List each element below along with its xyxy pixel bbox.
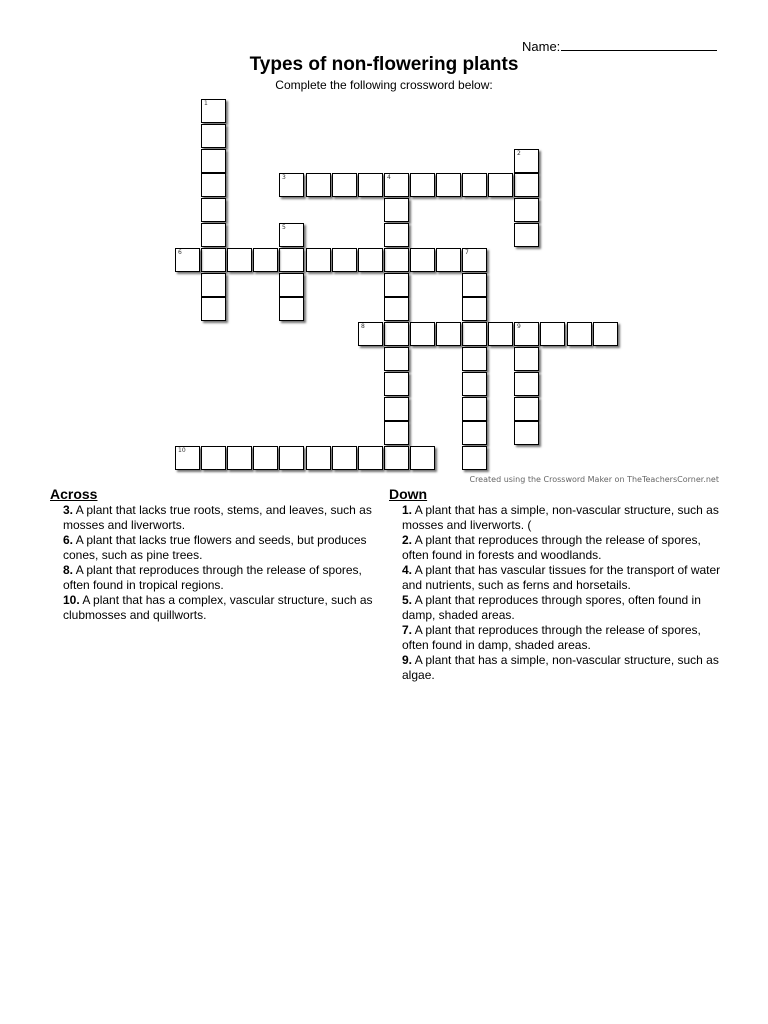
crossword-cell[interactable]: [410, 446, 435, 470]
crossword-cell[interactable]: [384, 297, 409, 321]
cell-number: 8: [361, 323, 365, 330]
crossword-cell[interactable]: [384, 372, 409, 396]
down-clue-9: [389, 653, 729, 683]
crossword-cell[interactable]: [227, 446, 252, 470]
clue-number: 6.: [63, 533, 74, 547]
down-clue-1: [389, 503, 729, 533]
crossword-cell[interactable]: [514, 223, 539, 247]
crossword-cell[interactable]: [332, 446, 357, 470]
crossword-cell[interactable]: [593, 322, 618, 346]
crossword-cell[interactable]: [462, 273, 487, 297]
clue-text: A plant that reproduces through the release of spores, often found in forests and woodlands.: [402, 533, 701, 562]
crossword-cell[interactable]: [410, 322, 435, 346]
clue-text: A plant that has vascular tissues for the transport of water and nutrients, such as ferns and horsetails.: [402, 563, 721, 592]
worksheet-subtitle: Complete the following crossword below:: [275, 78, 493, 92]
across-clue-10: [50, 593, 380, 623]
crossword-cell[interactable]: [436, 248, 461, 272]
clue-text: A plant that has a complex, vascular structure, such as clubmosses and quillworts.: [63, 593, 373, 622]
crossword-cell[interactable]: [514, 372, 539, 396]
down-clues: [389, 487, 729, 683]
crossword-cell[interactable]: [384, 273, 409, 297]
crossword-cell[interactable]: [540, 322, 565, 346]
crossword-cell[interactable]: [384, 421, 409, 445]
crossword-cell[interactable]: [279, 173, 304, 197]
clue-number: 8.: [63, 563, 74, 577]
clue-text: A plant that has a simple, non-vascular structure, such as algae.: [402, 653, 719, 682]
crossword-cell[interactable]: [384, 446, 409, 470]
crossword-cell[interactable]: [436, 322, 461, 346]
across-clue-3: [50, 503, 380, 533]
clue-number: 1.: [402, 503, 413, 517]
crossword-cell[interactable]: [384, 198, 409, 222]
cell-number: 9: [517, 323, 521, 330]
crossword-cell[interactable]: [384, 223, 409, 247]
crossword-cell[interactable]: [332, 173, 357, 197]
crossword-cell[interactable]: [514, 173, 539, 197]
crossword-cell[interactable]: [279, 446, 304, 470]
crossword-cell[interactable]: [201, 149, 226, 173]
cell-number: 3: [282, 174, 286, 181]
clue-number: 10.: [63, 593, 80, 607]
credit-text: Created using the Crossword Maker on TheTeachersCorner.net: [469, 475, 719, 484]
clue-text: A plant that reproduces through spores, often found in damp, shaded areas.: [402, 593, 701, 622]
crossword-cell[interactable]: [201, 273, 226, 297]
crossword-cell[interactable]: [358, 248, 383, 272]
crossword-cell[interactable]: [384, 322, 409, 346]
cell-number: 6: [178, 249, 182, 256]
name-label: Name:: [522, 39, 561, 54]
crossword-cell[interactable]: [436, 173, 461, 197]
clue-text: A plant that reproduces through the release of spores, often found in tropical regions.: [63, 563, 362, 592]
crossword-cell[interactable]: [201, 99, 226, 123]
crossword-cell[interactable]: [253, 248, 278, 272]
clue-text: A plant that reproduces through the release of spores, often found in damp, shaded areas.: [402, 623, 701, 652]
clue-number: 5.: [402, 593, 413, 607]
clue-text: A plant that lacks true flowers and seeds, but produces cones, such as pine trees.: [63, 533, 367, 562]
crossword-cell[interactable]: [514, 198, 539, 222]
crossword-cell[interactable]: [488, 322, 513, 346]
crossword-cell[interactable]: [462, 446, 487, 470]
across-clues: [50, 487, 380, 623]
crossword-cell[interactable]: [279, 248, 304, 272]
crossword-cell[interactable]: [462, 347, 487, 371]
crossword-cell[interactable]: [462, 322, 487, 346]
crossword-cell[interactable]: [488, 173, 513, 197]
worksheet-title: Types of non-flowering plants: [249, 54, 519, 75]
crossword-cell[interactable]: [227, 248, 252, 272]
crossword-cell[interactable]: [201, 124, 226, 148]
crossword-cell[interactable]: [462, 297, 487, 321]
clue-number: 2.: [402, 533, 413, 547]
crossword-cell[interactable]: [279, 223, 304, 247]
clue-number: 9.: [402, 653, 413, 667]
crossword-cell[interactable]: [201, 223, 226, 247]
cell-number: 2: [517, 150, 521, 157]
down-clue-4: [389, 563, 729, 593]
across-clue-6: [50, 533, 380, 563]
down-clue-2: [389, 533, 729, 563]
crossword-cell[interactable]: [514, 347, 539, 371]
crossword-cell[interactable]: [279, 297, 304, 321]
down-clue-5: [389, 593, 729, 623]
crossword-cell[interactable]: [332, 248, 357, 272]
crossword-cell[interactable]: [514, 397, 539, 421]
crossword-cell[interactable]: [410, 248, 435, 272]
across-clue-8: [50, 563, 380, 593]
crossword-cell[interactable]: [358, 322, 383, 346]
clue-number: 3.: [63, 503, 74, 517]
crossword-cell[interactable]: [462, 421, 487, 445]
crossword-cell[interactable]: [175, 446, 200, 470]
crossword-cell[interactable]: [462, 173, 487, 197]
crossword-cell[interactable]: [306, 173, 331, 197]
across-heading: Across: [50, 486, 98, 502]
cell-number: 5: [282, 224, 286, 231]
crossword-cell[interactable]: [567, 322, 592, 346]
cell-number: 7: [465, 249, 469, 256]
crossword-cell[interactable]: [384, 173, 409, 197]
cell-number: 10: [178, 447, 186, 454]
crossword-cell[interactable]: [358, 446, 383, 470]
clue-number: 4.: [402, 563, 413, 577]
down-clue-7: [389, 623, 729, 653]
crossword-cell[interactable]: [514, 149, 539, 173]
down-heading: Down: [389, 486, 428, 502]
crossword-grid: [0, 0, 768, 480]
crossword-cell[interactable]: [384, 397, 409, 421]
crossword-cell[interactable]: [201, 446, 226, 470]
crossword-cell[interactable]: [514, 322, 539, 346]
down-clue-list: [389, 503, 729, 683]
crossword-cell[interactable]: [514, 421, 539, 445]
across-clue-list: [50, 503, 380, 623]
crossword-cell[interactable]: [306, 446, 331, 470]
crossword-cell[interactable]: [306, 248, 331, 272]
crossword-cell[interactable]: [410, 173, 435, 197]
crossword-cell[interactable]: [358, 173, 383, 197]
clue-text: A plant that has a simple, non-vascular structure, such as mosses and liverworts. (: [402, 503, 719, 532]
crossword-cell[interactable]: [279, 273, 304, 297]
crossword-cell[interactable]: [201, 173, 226, 197]
cell-number: 1: [204, 100, 208, 107]
crossword-cell[interactable]: [201, 248, 226, 272]
crossword-cell[interactable]: [462, 372, 487, 396]
cell-number: 4: [387, 174, 391, 181]
crossword-cell[interactable]: [201, 198, 226, 222]
crossword-cell[interactable]: [175, 248, 200, 272]
crossword-cell[interactable]: [462, 397, 487, 421]
crossword-cell[interactable]: [384, 248, 409, 272]
crossword-cell[interactable]: [201, 297, 226, 321]
clue-number: 7.: [402, 623, 413, 637]
crossword-cell[interactable]: [253, 446, 278, 470]
clue-text: A plant that lacks true roots, stems, and leaves, such as mosses and liverworts.: [63, 503, 372, 532]
crossword-cell[interactable]: [384, 347, 409, 371]
crossword-cell[interactable]: [462, 248, 487, 272]
